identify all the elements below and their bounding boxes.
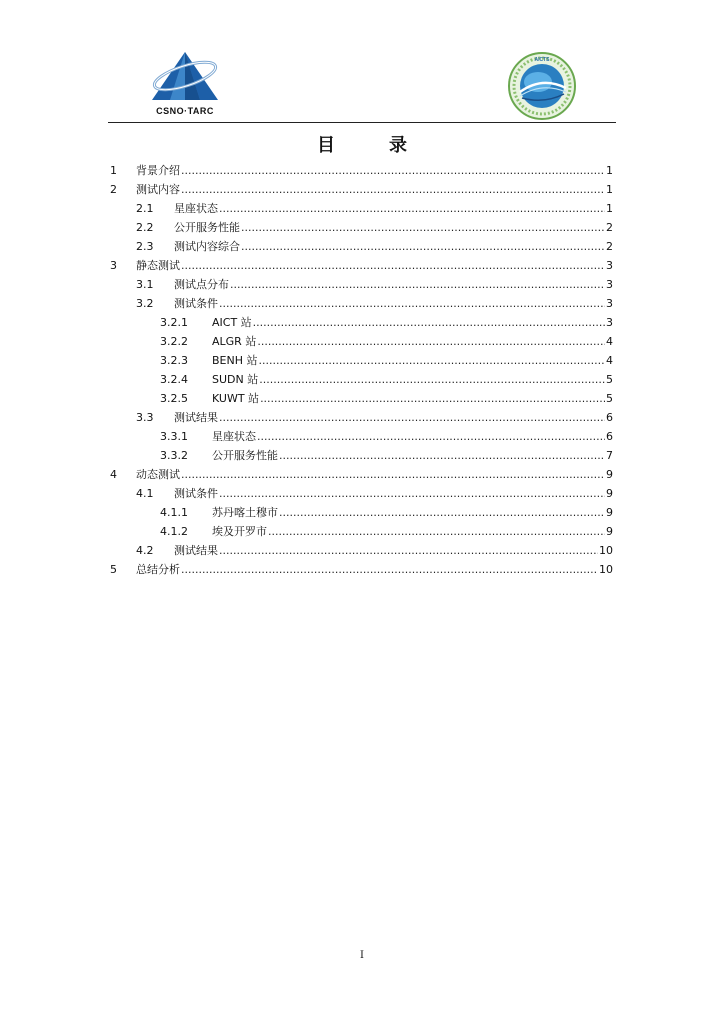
toc-entry[interactable]: [110, 465, 613, 484]
toc-entry-page: 4: [606, 335, 613, 348]
toc-entry-title: 星座状态: [174, 202, 218, 215]
toc-entry-number: 4: [110, 468, 117, 481]
toc-entry-page: 3: [606, 316, 613, 329]
toc-entry[interactable]: [110, 560, 613, 579]
toc-dot-leader: [241, 218, 605, 237]
toc-entry-page: 2: [606, 240, 613, 253]
toc-entry-title: ALGR 站: [212, 335, 257, 348]
toc-entry[interactable]: [110, 161, 613, 180]
toc-entry-number: 3.3.2: [160, 449, 188, 462]
toc-entry-number: 4.1: [136, 487, 154, 500]
toc-dot-leader: [219, 294, 605, 313]
toc-entry[interactable]: [110, 313, 613, 332]
toc-entry-title: 公开服务性能: [212, 449, 278, 462]
toc-dot-leader: [219, 484, 605, 503]
toc-dot-leader: [181, 180, 605, 199]
toc-entry-page: 5: [606, 392, 613, 405]
toc-entry[interactable]: [110, 180, 613, 199]
toc-entry-page: 9: [606, 487, 613, 500]
toc-entry-number: 2.2: [136, 221, 154, 234]
toc-dot-leader: [257, 332, 605, 351]
toc-entry-number: 3.2.5: [160, 392, 188, 405]
toc-entry-page: 10: [599, 544, 613, 557]
table-of-contents: [110, 161, 613, 579]
aicts-emblem: [508, 52, 576, 120]
toc-entry-title: 埃及开罗市: [212, 525, 267, 538]
toc-dot-leader: [279, 446, 605, 465]
toc-entry-page: 3: [606, 278, 613, 291]
left-logo-caption: CSNO·TARC: [156, 106, 214, 116]
toc-dot-leader: [259, 370, 605, 389]
toc-entry-page: 5: [606, 373, 613, 386]
right-logo-text: AICTS: [534, 57, 550, 63]
toc-entry-number: 3.2.3: [160, 354, 188, 367]
toc-entry[interactable]: [110, 370, 613, 389]
toc-entry-page: 3: [606, 259, 613, 272]
footer-page-number: I: [360, 950, 364, 961]
globe-emblem-icon: [508, 52, 576, 120]
toc-entry-number: 4.1.1: [160, 506, 188, 519]
toc-entry[interactable]: [110, 484, 613, 503]
toc-entry-number: 5: [110, 563, 117, 576]
toc-entry-page: 9: [606, 468, 613, 481]
toc-entry[interactable]: [110, 427, 613, 446]
toc-dot-leader: [219, 408, 605, 427]
toc-entry-title: 测试点分布: [174, 278, 229, 291]
toc-entry-number: 3.2.4: [160, 373, 188, 386]
toc-entry-number: 1: [110, 164, 117, 177]
toc-dot-leader: [219, 199, 605, 218]
toc-entry-title: 测试结果: [174, 411, 218, 424]
toc-dot-leader: [181, 161, 605, 180]
toc-entry[interactable]: [110, 218, 613, 237]
toc-entry-number: 3.2.1: [160, 316, 188, 329]
toc-entry-number: 4.1.2: [160, 525, 188, 538]
toc-entry-number: 3.3: [136, 411, 154, 424]
toc-entry-number: 3.3.1: [160, 430, 188, 443]
toc-dot-leader: [259, 351, 606, 370]
toc-entry-number: 3: [110, 259, 117, 272]
toc-entry[interactable]: [110, 522, 613, 541]
toc-entry-page: 1: [606, 202, 613, 215]
toc-entry[interactable]: [110, 408, 613, 427]
toc-entry-title: 背景介绍: [136, 164, 180, 177]
toc-entry-title: KUWT 站: [212, 392, 260, 405]
toc-entry-title: 星座状态: [212, 430, 256, 443]
toc-entry-page: 2: [606, 221, 613, 234]
toc-entry-title: 动态测试: [136, 468, 180, 481]
toc-entry-number: 2: [110, 183, 117, 196]
toc-entry-title: 测试条件: [174, 297, 218, 310]
toc-entry[interactable]: [110, 256, 613, 275]
toc-entry-page: 10: [599, 563, 613, 576]
toc-entry[interactable]: [110, 351, 613, 370]
toc-entry-title: 公开服务性能: [174, 221, 240, 234]
toc-dot-leader: [257, 427, 605, 446]
toc-entry-title: 测试结果: [174, 544, 218, 557]
toc-dot-leader: [279, 503, 605, 522]
toc-entry-title: 测试条件: [174, 487, 218, 500]
header-divider: [108, 122, 616, 123]
toc-entry[interactable]: [110, 275, 613, 294]
toc-entry-title: 测试内容: [136, 183, 180, 196]
toc-entry-number: 2.1: [136, 202, 154, 215]
toc-entry-page: 1: [606, 164, 613, 177]
toc-entry-title: 静态测试: [136, 259, 180, 272]
toc-entry[interactable]: [110, 294, 613, 313]
toc-entry-number: 2.3: [136, 240, 154, 253]
toc-entry-number: 3.2: [136, 297, 154, 310]
toc-dot-leader: [260, 389, 605, 408]
toc-entry[interactable]: [110, 503, 613, 522]
toc-dot-leader: [253, 313, 605, 332]
toc-entry[interactable]: [110, 237, 613, 256]
toc-dot-leader: [241, 237, 605, 256]
toc-entry-page: 9: [606, 525, 613, 538]
toc-entry-title: SUDN 站: [212, 373, 259, 386]
toc-dot-leader: [219, 541, 598, 560]
toc-entry-page: 3: [606, 297, 613, 310]
toc-dot-leader: [181, 560, 598, 579]
toc-dot-leader: [230, 275, 605, 294]
toc-entry-page: 4: [606, 354, 613, 367]
toc-entry-number: 4.2: [136, 544, 154, 557]
toc-entry-title: 测试内容综合: [174, 240, 240, 253]
toc-entry[interactable]: [110, 541, 613, 560]
toc-entry-title: BENH 站: [212, 354, 258, 367]
toc-entry-page: 7: [606, 449, 613, 462]
toc-entry-title: AICT 站: [212, 316, 252, 329]
csno-tarc-logo: [140, 48, 230, 120]
toc-dot-leader: [181, 465, 605, 484]
toc-entry[interactable]: [110, 446, 613, 465]
toc-entry-page: 9: [606, 506, 613, 519]
toc-entry-page: 6: [606, 430, 613, 443]
toc-entry[interactable]: [110, 389, 613, 408]
toc-entry-page: 6: [606, 411, 613, 424]
triangle-orbit-logo-icon: [140, 48, 230, 104]
toc-entry-number: 3.1: [136, 278, 154, 291]
toc-heading: 目 录: [317, 135, 425, 156]
toc-entry[interactable]: [110, 332, 613, 351]
toc-entry-number: 3.2.2: [160, 335, 188, 348]
toc-dot-leader: [268, 522, 605, 541]
toc-entry-title: 苏丹喀土穆市: [212, 506, 278, 519]
toc-dot-leader: [181, 256, 605, 275]
toc-entry-title: 总结分析: [136, 563, 180, 576]
toc-entry-page: 1: [606, 183, 613, 196]
toc-entry[interactable]: [110, 199, 613, 218]
